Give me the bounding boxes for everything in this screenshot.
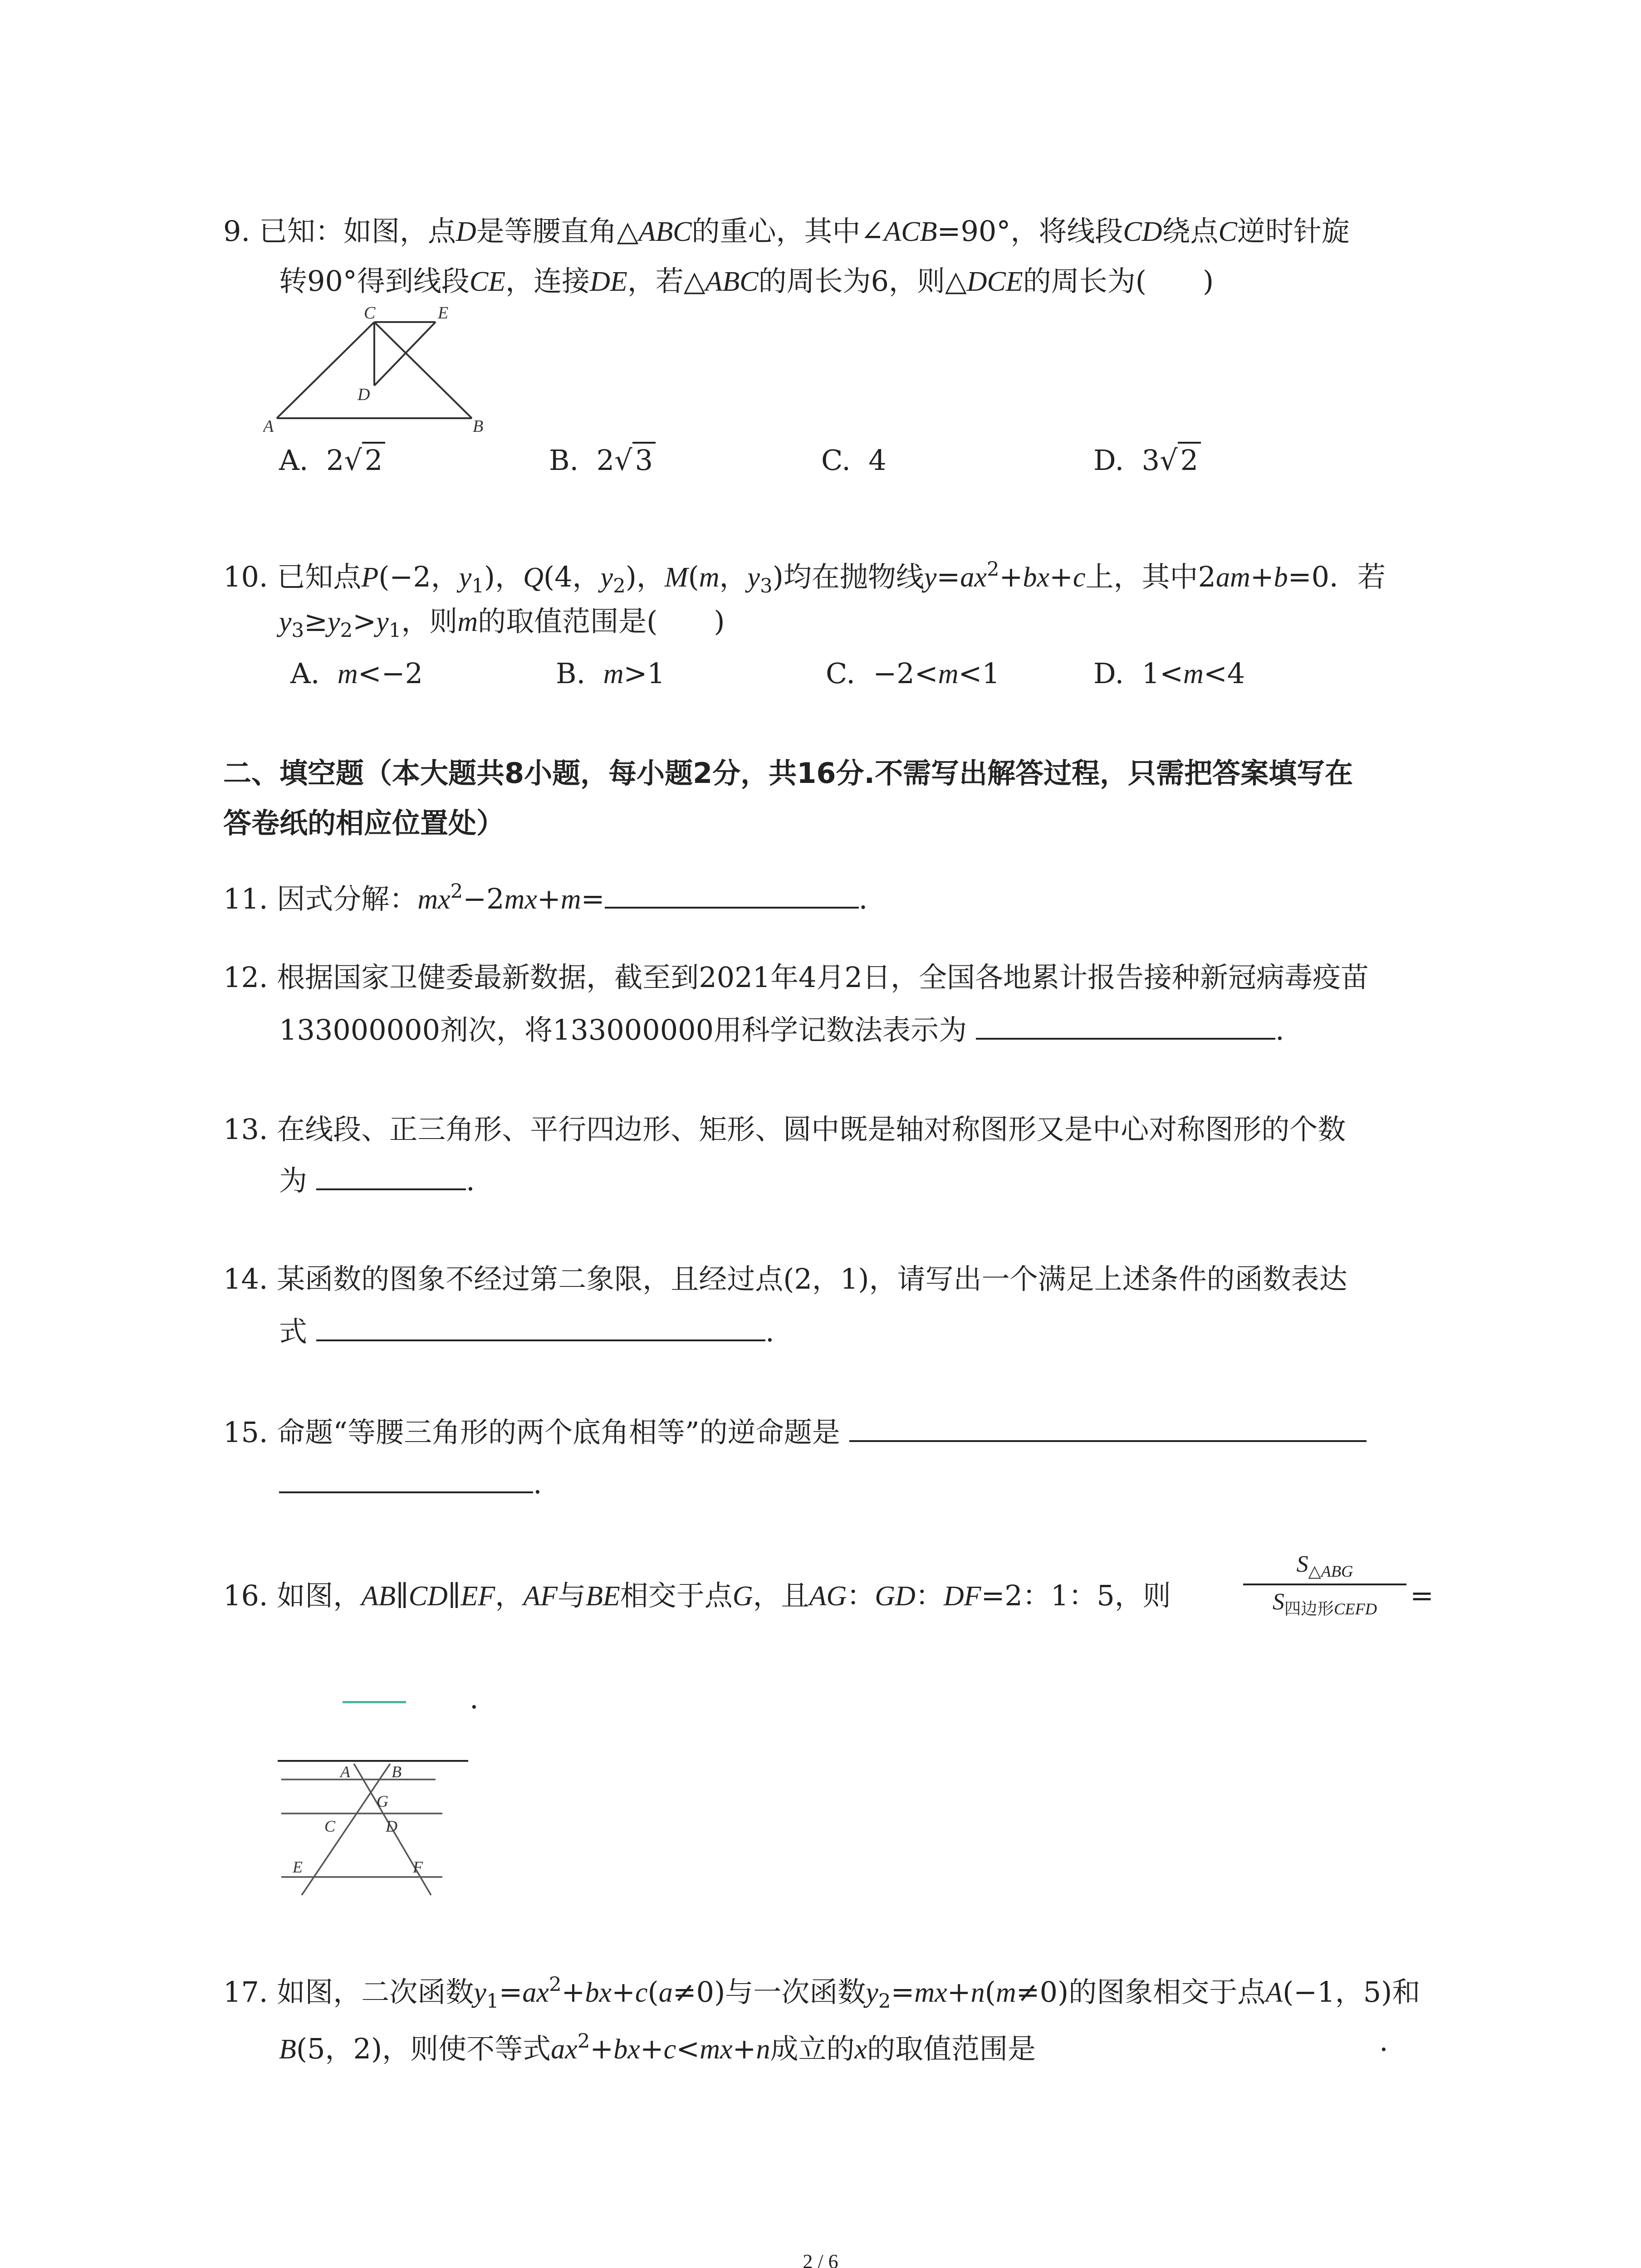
q15-line-1: 15. 命题“等腰三角形的两个底角相等”的逆命题是: [223, 1413, 1367, 1451]
q10-line-2: $y_3\ge y_2>y_1$，则m的取值范围是( ): [279, 605, 725, 642]
q9-label-b: B: [473, 417, 484, 436]
q11-line: 11. 因式分解：$mx^2-2mx+m=$ .: [223, 880, 868, 915]
q13-answer-blank[interactable]: [316, 1161, 466, 1190]
q13-line-1: 13. 在线段、正三角形、平行四边形、矩形、圆中既是轴对称图形又是中心对称图形的个数: [223, 1113, 1346, 1146]
q15-answer-blank-1[interactable]: [849, 1413, 1367, 1442]
q16-label-g: G: [377, 1792, 388, 1810]
q10-option-d: D. 1<m<4: [1093, 657, 1245, 690]
q9-option-b: B. 2√3: [549, 442, 656, 479]
q16-label-b: B: [392, 1764, 402, 1781]
q17-end: .: [1379, 2024, 1388, 2058]
q9-label-a: A: [263, 417, 274, 436]
q15-line-2: .: [279, 1464, 542, 1502]
q10-option-b: B. m>1: [556, 657, 665, 690]
q16-line-1: 16. 如图，AB∥CD∥EF，AF与BE相交于点G，且AG：GD：DF=2：1：5，则: [223, 1579, 1171, 1612]
page-number: 2 / 6: [803, 2250, 838, 2268]
q14-line-2: 式 .: [279, 1312, 774, 1350]
q17-line-2: B(5，2)，则使不等式$ax^2+bx+c<mx+n$成立的x的取值范围是: [279, 2030, 1036, 2065]
q9-line-1: 9. 已知：如图，点D是等腰直角△ABC的重心，其中∠ACB=90°，将线段CD绕点C逆时针旋: [223, 215, 1350, 248]
q14-line-1: 14. 某函数的图象不经过第二象限，且经过点(2，1)，请写出一个满足上述条件的函数表达: [223, 1262, 1347, 1295]
q9-label-c: C: [364, 303, 376, 323]
q16-label-f: F: [413, 1858, 423, 1876]
q16-answer-blank[interactable]: [343, 1701, 406, 1703]
q16-segment-be: [302, 1764, 390, 1895]
q9-label-e: E: [438, 303, 449, 323]
q16-label-a: A: [340, 1764, 350, 1781]
q16-label-e: E: [293, 1858, 303, 1876]
q9-option-a: A. 2√2: [279, 442, 385, 479]
q15-answer-blank-2[interactable]: [279, 1464, 533, 1493]
q9-option-c: C. 4: [821, 444, 887, 477]
q16-end: .: [470, 1682, 479, 1715]
q13-line-2: 为 .: [279, 1161, 475, 1199]
section-2-heading-line-2: 答卷纸的相应位置处）: [223, 807, 505, 840]
q12-line-2: 133000000剂次，将133000000用科学记数法表示为 .: [279, 1011, 1284, 1048]
q16-label-d: D: [386, 1817, 397, 1835]
q16-label-c: C: [324, 1817, 336, 1835]
q16-numerator: $S_{\triangle ABG}$: [1243, 1550, 1406, 1585]
q16-denominator: $S_{四边形CEFD}$: [1272, 1589, 1377, 1618]
q12-answer-blank[interactable]: [976, 1011, 1275, 1040]
q16-answer-underline: [278, 1760, 468, 1762]
q11-answer-blank[interactable]: [605, 880, 859, 909]
q12-line-1: 12. 根据国家卫健委最新数据，截至到2021年4月2日，全国各地累计报告接种新冠病毒疫苗: [223, 961, 1369, 994]
section-2-heading-line-1: 二、填空题（本大题共8小题，每小题2分，共16分.不需写出解答过程，只需把答案填写在: [223, 757, 1353, 790]
q9-figure: [263, 299, 499, 440]
q10-line-1: 10. 已知点P(−2，$y_1$)，Q(4，$y_2$)，M(m，$y_3$)均在抛物线$y=ax^2+bx+c$上，其中2am+b=0．若: [223, 558, 1386, 597]
q10-option-a: A. m<−2: [290, 657, 423, 690]
q16-equals: =: [1410, 1579, 1434, 1612]
q17-line-1: 17. 如图，二次函数$y_1=ax^2+bx+c(a\ne 0)$与一次函数$y_2=mx+n(m\ne 0)$的图象相交于点A(−1，5)和: [223, 1973, 1421, 2013]
q14-answer-blank[interactable]: [316, 1312, 765, 1341]
q10-option-c: C. −2<m<1: [826, 657, 1000, 690]
q16-fraction: [1243, 1550, 1406, 1619]
q16-figure: [281, 1764, 445, 1900]
q9-label-d: D: [358, 385, 370, 404]
q9-option-d: D. 3√2: [1093, 442, 1201, 479]
q9-line-2: 转90°得到线段CE，连接DE，若△ABC的周长为6，则△DCE的周长为( ): [279, 264, 1214, 298]
